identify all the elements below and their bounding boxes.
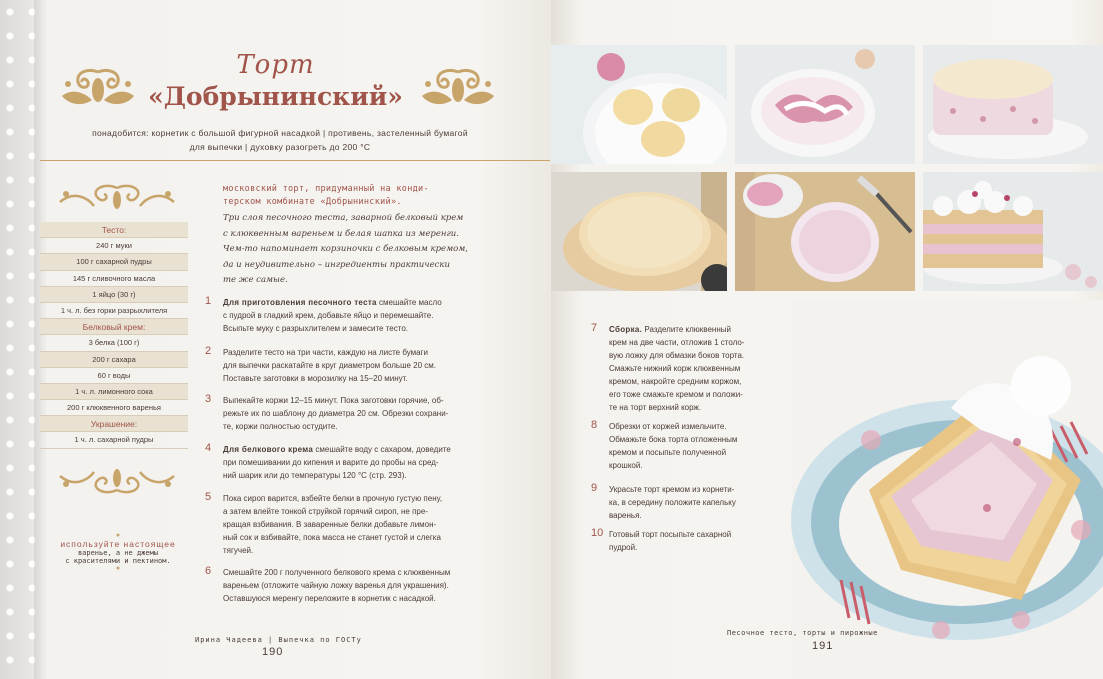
step-line-text: Готовый торт посыпьте сахарной [609,530,732,539]
step-line-text: Всыпьте муку с разрыхлителем и замесите тесто. [223,324,408,333]
step-line-text: при помешивании до кипения и варите до пробы на сред- [223,458,439,467]
intro-heading-line-2: терском комбинате «Добрынинский». [223,197,402,207]
step-line-text: для выпечки раскатайте в круг диаметром больше 20 см. [223,361,437,370]
step-text [205,492,525,557]
intro-line: Три слоя песочного теста, заварной белковый крем [223,213,464,223]
step-number: 3 [205,393,212,405]
recipe-step [591,483,801,522]
step-line-text: Смешайте 200 г полученного белкового крема с клюквенным [223,568,451,577]
step-line [223,544,525,557]
step-line [609,459,801,472]
step-line-text: кремом, накройте средним коржом, [609,377,742,386]
step-number: 6 [205,565,212,577]
step-line-text: Оставшуюся меренгу переложите в корнетик с насадкой. [223,594,436,603]
step-text [205,296,525,335]
intro-line: Чем-то напоминает корзиночки с белковым кремом, [223,244,469,254]
ingredients-ornament-top [54,184,180,212]
ingredient-row: 1 ч. л. без горки разрыхлителя [40,303,188,319]
step-number: 5 [205,491,212,503]
step-line-text: крошкой. [609,461,643,470]
recipe-step [591,420,801,472]
step-line [223,579,525,592]
step-line [609,401,801,414]
recipe-step [205,566,525,605]
step-line-text: Смажьте нижний корж клюквенным [609,364,741,373]
recipe-step [591,528,801,554]
recipe-step [591,323,801,414]
step-text [591,420,801,472]
tip-text-1: варенье, а не джемы [77,549,159,557]
step-number: 2 [205,345,212,357]
step-text [205,443,525,482]
footer-author: Ирина Чадеева | Выпечка по ГОСТу [195,636,362,644]
step-line-text: кращая взбивания. В заваренные белки добавьте лимон- [223,520,437,529]
step-line-text: вую ложку для обмазки боков торта. [609,351,745,360]
step-line-text: Разделите клюквенный [642,325,731,334]
ingredient-row: 100 г сахарной пудры [40,254,188,270]
recipe-step [205,492,525,557]
tip-heading: используйте настоящее [60,539,176,549]
step-line [609,323,801,336]
ingredient-group-heading: Тесто: [40,222,188,238]
step-line [223,492,525,505]
step-line-text: а затем влейте тонкой струйкой горячий сироп, не пре- [223,507,428,516]
step-line [223,469,525,482]
step-line-text: кремом и посыпьте полученной [609,448,727,457]
step-line [609,349,801,362]
equipment-line-2: для выпечки | духовку разогреть до 200 °C [189,142,371,152]
ingredient-row: 240 г муки [40,238,188,254]
photo-cream-layer [735,172,915,291]
step-line-text: Украсьте торт кремом из корнети- [609,485,735,494]
intro-paragraph [223,211,523,289]
page-number-left: 190 [262,646,284,658]
ingredient-row: 200 г клюквенного варенья [40,400,188,416]
step-line-text: те, коржи полностью остудите. [223,422,338,431]
step-line-text: Выпекайте коржи 12–15 минут. Пока заготовки горячие, об- [223,396,444,405]
ingredient-row: 3 белка (100 г) [40,335,188,351]
step-line [223,322,525,335]
step-line [223,420,525,433]
step-text [205,566,525,605]
step-text [591,323,801,414]
step-number: 4 [205,442,212,454]
intro-heading-line-1: московский торт, придуманный на конди- [223,184,429,194]
ingredient-group-heading: Белковый крем: [40,319,188,335]
intro-line: да и неудивительно – ингредиенты практически [223,259,450,270]
ingredient-row: 1 ч. л. сахарной пудры [40,432,188,448]
step-number: 7 [591,322,598,334]
step-line [223,394,525,407]
step-line [609,528,801,541]
step-line [609,483,801,496]
step-text [591,483,801,522]
tip-dot-icon: ● [115,565,121,572]
step-line-text: те на торт верхний корж. [609,403,702,412]
step-line-text: Разделите тесто на три части, каждую на листе бумаги [223,348,429,357]
step-line-text: вареньем (отложите чайную ложку варенья для украшения). [223,581,449,590]
step-line [223,346,525,359]
recipe-step [205,346,525,385]
photo-meringue-cream [735,45,915,164]
footer-section: Песочное тесто, торты и пирожные [727,629,878,637]
ingredient-group-heading: Украшение: [40,416,188,432]
ingredient-row: 145 г сливочного масла [40,271,188,287]
step-line [223,407,525,420]
step-line-text: Пока сироп варится, взбейте белки в прочную густую пену, [223,494,443,503]
step-line-text: режьте их по шаблону до диаметра 20 см. Обрезки сохрани- [223,409,449,418]
step-line-text: ний шарик или до температуры 120 °C (стр. 293). [223,471,407,480]
step-line-text: его тоже смажьте кремом и положи- [609,390,743,399]
step-number: 1 [205,295,212,307]
recipe-step [205,443,525,482]
step-line [609,541,801,554]
left-page [0,0,551,679]
step-line-text: крем на две части, отложив 1 столо- [609,338,745,347]
step-line [223,566,525,579]
step-line-text: пудрой. [609,543,638,552]
step-number: 10 [591,527,604,539]
step-line-text: тягучей. [223,546,254,555]
step-lead: Сборка. [609,325,643,334]
recipe-title: «Добрынинский» [148,82,403,111]
intro-heading [223,183,523,209]
step-line [609,420,801,433]
step-line [609,496,801,509]
step-line [609,433,801,446]
step-line-text: смешайте масло [376,298,442,307]
step-line [609,375,801,388]
photo-decorated-cake [923,172,1103,291]
tip-text-2: с красителями и пектином. [65,557,171,565]
step-line-text: смешайте воду с сахаром, доведите [313,445,451,454]
step-line [223,443,525,456]
step-lead: Для приготовления песочного теста [223,298,377,307]
step-line [223,518,525,531]
ingredient-row: 200 г сахара [40,352,188,368]
ingredients-table [40,222,188,449]
step-line [223,296,525,309]
step-line [609,388,801,401]
ingredient-row: 1 яйцо (30 г) [40,287,188,303]
divider [40,160,550,161]
photo-cake-slice [791,300,1103,679]
equipment-line-1: понадобится: корнетик с большой фигурной насадкой | противень, застеленный бумагой [92,128,468,138]
step-number: 8 [591,419,598,431]
title-script: Торт [236,50,315,80]
step-line [223,592,525,605]
intro-line: те же самые. [223,275,288,285]
step-line [609,446,801,459]
photo-dough-balls [551,45,727,164]
tip-dot-icon: ● [115,532,121,539]
step-line [223,456,525,469]
ingredient-row: 60 г воды [40,368,188,384]
step-line-text: Обрезки от коржей измельчите. [609,422,727,431]
step-line [609,509,801,522]
step-line [223,531,525,544]
step-text [205,346,525,385]
step-line [223,359,525,372]
step-line-text: ный сок и взбивайте, пока масса не станет густой и слегка [223,533,441,542]
ingredients-ornament-bottom [54,466,180,494]
intro-line: с клюквенным вареньем и белая шапка из меренги. [223,228,459,239]
step-line [223,372,525,385]
recipe-step [205,296,525,335]
recipe-step [205,394,525,433]
step-line-text: варенья. [609,511,642,520]
step-text [591,528,801,554]
step-text [205,394,525,433]
photo-cake-layers [551,172,727,291]
step-line-text: с пудрой в гладкий крем, добавьте яйцо и перемешайте. [223,311,434,320]
page-number-right: 191 [812,640,834,652]
ingredient-row: 1 ч. л. лимонного сока [40,384,188,400]
step-line [223,505,525,518]
tip-box [44,532,192,572]
step-line-text: Поставьте заготовки в морозилку на 15–20 минут. [223,374,408,383]
step-line [609,362,801,375]
photo-whole-cake [923,45,1103,164]
step-line [223,309,525,322]
step-line [609,336,801,349]
step-line-text: Обмажьте бока торта отложенным [609,435,738,444]
step-lead: Для белкового крема [223,445,314,454]
step-line-text: ка, в середину положите капельку [609,498,736,507]
step-number: 9 [591,482,598,494]
